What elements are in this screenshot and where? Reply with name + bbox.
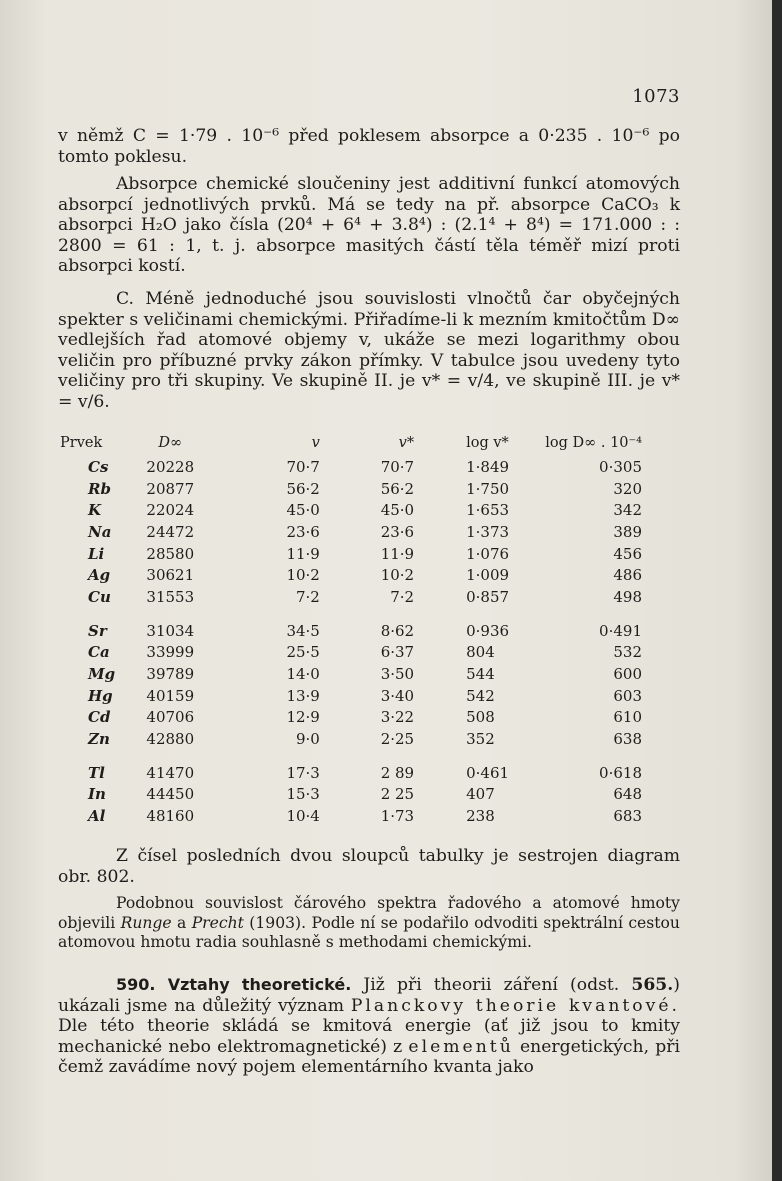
cell-element: Tl [88,763,105,782]
table-row [58,586,680,608]
cell-log-d-infinity: 498 [613,587,642,606]
cell-v-star: 1·73 [380,807,415,826]
cell-v-star: 10·2 [380,566,415,585]
cell-log-d-infinity: 342 [613,501,642,520]
table-row [58,784,680,806]
cell-log-d-infinity: 486 [613,566,642,585]
cell-v-star: 2 25 [380,785,415,804]
paragraph-text [58,975,680,1078]
paragraph-diagram-reference [58,846,680,887]
cell-v-star: 45·0 [380,501,415,520]
cell-log-d-infinity: 0·491 [599,621,642,640]
cell-d-infinity: 31553 [146,587,195,606]
text-fragment: Dle této theorie skládá se kmitová energie (ať již jsou to kmity mechanické nebo elektromagnetické) z [58,1016,680,1057]
author-name-runge: Runge [120,913,172,932]
table-row [58,478,680,500]
cell-d-infinity: 33999 [146,643,195,662]
cell-d-infinity: 20877 [146,479,195,498]
cell-log-d-infinity: 389 [613,522,642,541]
cell-d-infinity: 28580 [146,544,195,563]
cell-element: Ag [88,566,111,585]
text-fragment: a [177,913,187,932]
cell-v: 70·7 [286,457,320,476]
cell-element: Sr [88,621,107,640]
cell-v: 17·3 [286,763,320,782]
table-row [58,620,680,642]
cell-d-infinity: 31034 [146,621,195,640]
cell-v-star: 70·7 [380,457,415,476]
text-fragment: Již při theorii záření (odst. [363,975,620,995]
section-590 [58,975,680,1078]
table-row [58,707,680,729]
cell-v-star: 6·37 [380,643,415,662]
column-header-log-d-infinity: log D∞ . 10⁻⁴ [545,435,642,451]
cell-v-star: 3·50 [380,665,415,684]
cell-log-d-infinity: 320 [613,479,642,498]
cell-d-infinity: 39789 [146,665,195,684]
cell-log-v-star: 0·936 [466,621,510,640]
table-row [58,685,680,707]
cell-log-d-infinity: 603 [613,686,642,705]
column-header-v-star: v* [398,435,415,451]
cell-v: 14·0 [286,665,320,684]
column-header-d-infinity: D∞ [158,435,183,451]
cell-v: 56·2 [286,479,320,498]
section-heading: 590. Vztahy theoretické. [116,975,352,994]
cell-log-v-star: 0·857 [466,587,510,606]
section-reference: 565. [631,975,674,995]
cell-d-infinity: 22024 [146,501,195,520]
cell-v-star: 2 89 [380,763,415,782]
cell-element: Cu [88,587,111,606]
cell-log-d-infinity: 638 [613,730,642,749]
cell-log-v-star: 1·076 [466,544,510,563]
cell-log-d-infinity: 0·618 [599,763,642,782]
cell-element: Cd [88,708,111,727]
group-separator [58,750,680,762]
cell-v-star: 3·40 [380,686,415,705]
cell-v: 13·9 [286,686,320,705]
emphasis-elements: elementů [408,1036,514,1057]
cell-log-v-star: 544 [466,665,495,684]
cell-v: 10·4 [286,807,320,826]
cell-v: 23·6 [286,522,320,541]
cell-v: 34·5 [286,621,320,640]
cell-log-v-star: 508 [466,708,495,727]
paragraph-text: Absorpce chemické sloučeniny jest additivní funkcí atomových absorpcí jednotlivých prvků. Má se tedy na př. absorpce CaCO₃ k absorpci H₂O jako čísla (20⁴ + 6⁴ + 3.8⁴) : (2.1⁴ + 8⁴) = 171.000 : : 2800 = 61 : 1, t. j. absorpce masitých částí těla téměř mizí proti absorpci kostí. [58,174,680,276]
paragraph-text: v němž C = 1·79 . 10⁻⁶ před poklesem absorpce a 0·235 . 10⁻⁶ po tomto poklesu. [58,126,680,167]
table-row [58,762,680,784]
cell-log-v-star: 0·461 [466,763,510,782]
group-separator [58,608,680,620]
cell-log-d-infinity: 600 [613,665,642,684]
text-fragment: Podobnou souvislost čárového spektra řadového a atomové hmoty objevili [58,894,680,932]
table-row [58,663,680,685]
table-row [58,805,680,827]
cell-d-infinity: 42880 [146,730,195,749]
cell-v-star: 23·6 [380,522,415,541]
cell-log-d-infinity: 683 [613,807,642,826]
cell-v: 45·0 [286,501,320,520]
table-row [58,543,680,565]
paragraph-text: C. Méně jednoduché jsou souvislosti vlnočtů čar obyčejných spekter s veličinami chemickými. Přiřadíme-li k mezním kmitočtům D∞ vedlejších řad atomové objemy v, ukáže se mezi logarithmy obou veličin pro příbuzné prvky zákon přímky. V tabulce jsou uvedeny tyto veličiny pro tři skupiny. Ve skupině II. je v* = v/4, ve skupině III. je v* = v/6. [58,289,680,412]
cell-v: 15·3 [286,785,320,804]
cell-d-infinity: 20228 [146,457,195,476]
cell-element: Rb [88,479,111,498]
paragraph-wave-numbers [58,289,680,412]
cell-log-v-star: 238 [466,807,495,826]
cell-v: 11·9 [286,544,320,563]
cell-d-infinity: 30621 [146,566,195,585]
cell-log-d-infinity: 532 [613,643,642,662]
column-header-v: v [311,435,320,451]
table-row [58,728,680,750]
cell-element: Hg [88,686,113,705]
cell-log-v-star: 1·849 [466,457,510,476]
page-number: 1073 [632,86,680,107]
cell-log-d-infinity: 456 [613,544,642,563]
cell-v-star: 3·22 [380,708,415,727]
paragraph-text: Z čísel posledních dvou sloupců tabulky je sestrojen diagram obr. 802. [58,846,680,887]
cell-log-v-star: 1·373 [466,522,510,541]
spectral-data-table [58,430,680,827]
cell-v-star: 11·9 [380,544,415,563]
cell-log-d-infinity: 648 [613,785,642,804]
cell-log-v-star: 804 [466,643,495,662]
cell-v-star: 2·25 [380,730,415,749]
cell-element: K [88,501,102,520]
cell-element: Al [88,807,106,826]
paragraph-runge-precht [58,894,680,953]
cell-log-v-star: 542 [466,686,495,705]
cell-d-infinity: 41470 [146,763,195,782]
cell-d-infinity: 40159 [146,686,195,705]
cell-element: Zn [88,730,110,749]
cell-v: 7·2 [296,587,320,606]
author-name-precht: Precht [191,913,244,932]
text-fragment: energetických, při čemž zavádíme nový pojem elementárního kvanta jako [58,1036,680,1077]
cell-v-star: 56·2 [380,479,415,498]
cell-log-d-infinity: 0·305 [599,457,642,476]
table-row [58,499,680,521]
column-header-log-v-star: log v* [466,435,509,451]
cell-v: 9·0 [296,730,320,749]
cell-log-v-star: 352 [466,730,495,749]
emphasis-planck-theory: Planckovy theorie kvantové. [350,995,680,1016]
cell-element: Ca [88,643,110,662]
table-row [58,642,680,664]
cell-element: Cs [88,457,109,476]
cell-element: In [88,785,106,804]
cell-log-v-star: 407 [466,785,495,804]
cell-element: Mg [88,665,116,684]
table-row [58,456,680,478]
cell-d-infinity: 24472 [146,522,195,541]
cell-v: 12·9 [286,708,320,727]
paragraph-text [58,894,680,953]
cell-log-v-star: 1·009 [466,566,510,585]
cell-v-star: 8·62 [380,621,415,640]
text-fragment: (1903). Podle ní se podařilo odvoditi spektrální cestou atomovou hmotu radia souhlasně s methodami chemickými. [58,913,680,951]
table-body [58,456,680,827]
cell-d-infinity: 48160 [146,807,195,826]
cell-d-infinity: 40706 [146,708,195,727]
table-header-row [58,430,680,456]
cell-element: Na [88,522,112,541]
column-header-element: Prvek [60,435,103,451]
cell-d-infinity: 44450 [146,785,195,804]
text-fragment: ) ukázali jsme na důležitý význam [58,975,680,1016]
cell-element: Li [88,544,105,563]
separator-cell [58,750,680,762]
cell-v: 25·5 [286,643,320,662]
cell-v-star: 7·2 [390,587,415,606]
cell-log-d-infinity: 610 [613,708,642,727]
cell-log-v-star: 1·750 [466,479,510,498]
paragraph-absorption-constant [58,126,680,167]
paragraph-additive-absorption [58,174,680,277]
separator-cell [58,608,680,620]
table-row [58,564,680,586]
table-row [58,521,680,543]
cell-log-v-star: 1·653 [466,501,510,520]
cell-v: 10·2 [286,566,320,585]
